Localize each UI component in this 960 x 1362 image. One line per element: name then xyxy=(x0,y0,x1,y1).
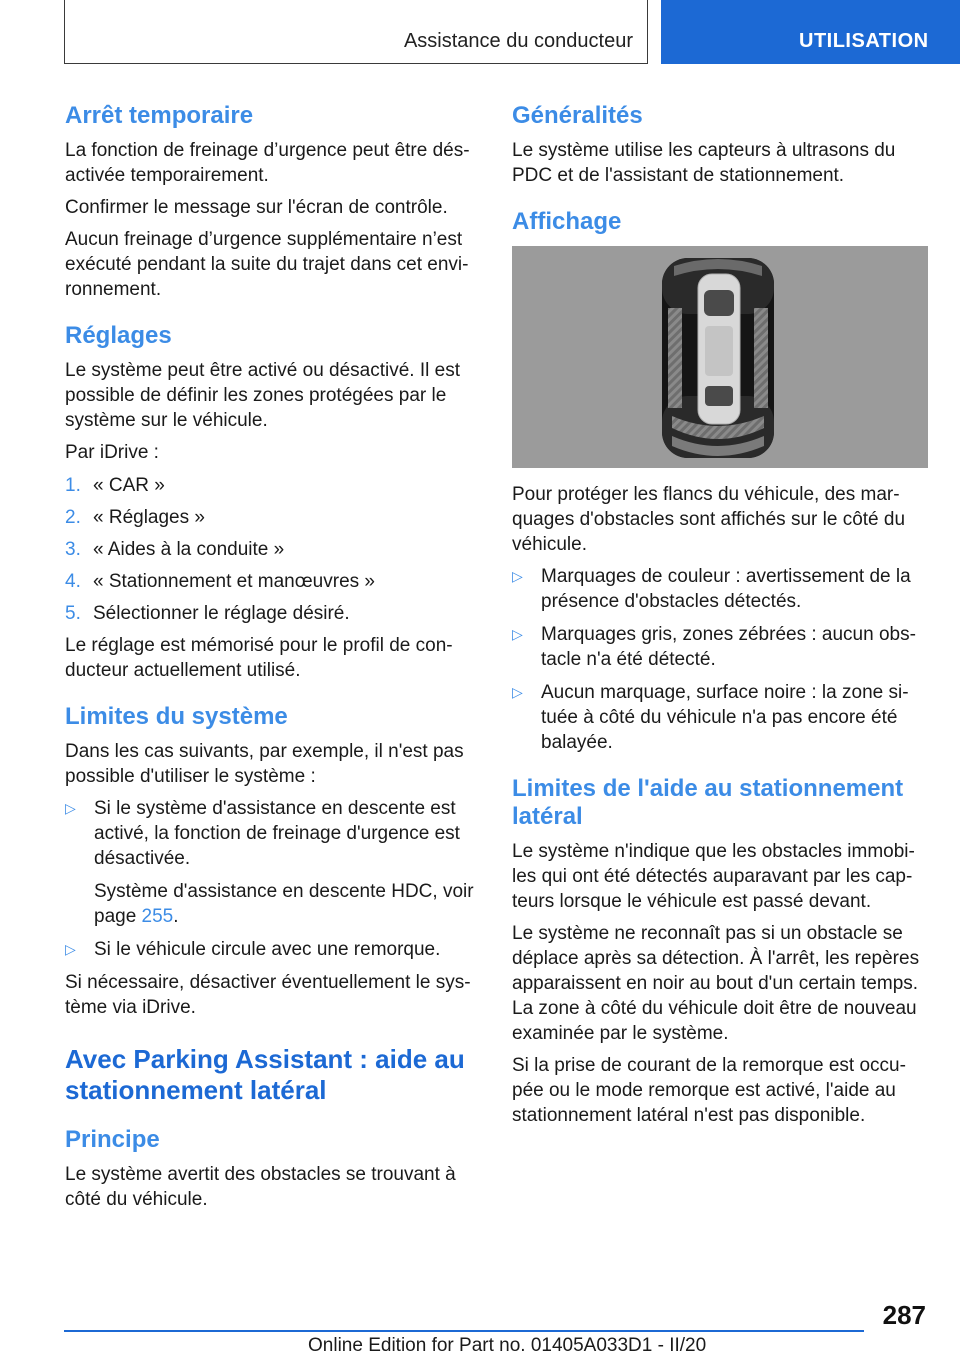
paragraph: Par iDrive : xyxy=(65,442,159,463)
heading-affichage: Affichage xyxy=(512,208,622,235)
triangle-bullet-icon: ▷ xyxy=(512,684,523,700)
paragraph: Le système peut être activé ou désactivé. Il est possible de définir les zones protégées par le système sur le véhicule. xyxy=(65,360,460,431)
step-number: 4. xyxy=(65,571,81,592)
paragraph: Pour protéger les flancs du véhicule, des marquages d'obstacles sont affichés sur le côté du véhicule. xyxy=(512,484,906,555)
triangle-bullet-icon: ▷ xyxy=(65,800,76,816)
page-number: 287 xyxy=(882,1300,926,1330)
step-text: « Stationnement et manœuvres » xyxy=(93,571,375,592)
list-item xyxy=(512,564,926,614)
paragraph: Si nécessaire, désactiver éventuellement le système via iDrive. xyxy=(65,972,471,1018)
list-item xyxy=(512,622,926,672)
list-item xyxy=(65,473,479,498)
parking-display-illustration xyxy=(512,246,928,468)
heading-parking-assistant: Avec Parking Assistant : aide au stationnement latéral xyxy=(65,1044,465,1105)
paragraph: Le système utilise les capteurs à ultrasons du PDC et de l'assistant de stationnement. xyxy=(512,140,896,186)
step-text: « CAR » xyxy=(93,475,165,496)
heading-generalites: Généralités xyxy=(512,102,643,129)
paragraph: La fonction de freinage d’urgence peut être désactivée temporairement. xyxy=(65,140,470,186)
paragraph: Le système ne reconnaît pas si un obstacle se déplace après sa détection. À l'arrêt, les repères apparaissent en noir au bout d'un certain temps. La zone à côté du véhicule doit être de nouveau examinée par le système. xyxy=(512,923,920,1044)
paragraph: Confirmer le message sur l'écran de contrôle. xyxy=(65,197,448,218)
step-text: « Réglages » xyxy=(93,507,205,528)
list-item xyxy=(65,601,479,626)
step-text: Sélectionner le réglage désiré. xyxy=(93,603,350,624)
heading-limites-aide-stationnement: Limites de l'aide au stationnement latéral xyxy=(512,775,904,830)
step-number: 5. xyxy=(65,603,81,624)
heading-limites-systeme: Limites du système xyxy=(65,703,288,730)
step-number: 1. xyxy=(65,475,81,496)
paragraph: Dans les cas suivants, par exemple, il n'est pas possible d'utiliser le système : xyxy=(65,741,464,787)
list-item xyxy=(65,569,479,594)
triangle-bullet-icon: ▷ xyxy=(512,568,523,584)
list-item xyxy=(65,937,479,962)
side-parking-display-image xyxy=(512,246,928,468)
heading-arret-temporaire: Arrêt temporaire xyxy=(65,102,254,129)
paragraph: Le système n'indique que les obstacles immobiles qui ont été détectés auparavant par les capteurs lorsque le véhicule est passé devant. xyxy=(512,841,915,912)
cross-reference xyxy=(94,879,479,929)
list-item xyxy=(512,680,926,755)
left-column xyxy=(65,102,479,1219)
triangle-bullet-icon: ▷ xyxy=(512,626,523,642)
markings-bullet-list xyxy=(512,564,926,755)
header-chapter-tab[interactable] xyxy=(661,0,960,64)
bullet-text: Aucun marquage, surface noire : la zone située à côté du véhicule n'a pas encore été balayée. xyxy=(541,682,909,753)
step-number: 3. xyxy=(65,539,81,560)
cross-reference-end: . xyxy=(173,906,179,927)
triangle-bullet-icon: ▷ xyxy=(65,941,76,957)
header-section-title: Assistance du conducteur xyxy=(403,30,633,52)
header-chapter-label: UTILISATION xyxy=(799,30,929,52)
bullet-text: Marquages gris, zones zébrées : aucun obstacle n'a été détecté. xyxy=(541,624,916,670)
list-item xyxy=(65,537,479,562)
heading-reglages: Réglages xyxy=(65,322,172,349)
paragraph: Le réglage est mémorisé pour le profil de conducteur actuellement utilisé. xyxy=(65,635,453,681)
bullet-text: Si le système d'assistance en descente est activé, la fonction de freinage d'urgence est désactivée. xyxy=(94,798,460,869)
footer-divider xyxy=(64,1330,864,1332)
paragraph: Le système avertit des obstacles se trouvant à côté du véhicule. xyxy=(65,1164,456,1210)
limits-bullet-list xyxy=(65,796,479,962)
step-text: « Aides à la conduite » xyxy=(93,539,285,560)
footer-edition: Online Edition for Part no. 01405A033D1 - II/20 xyxy=(308,1335,707,1356)
paragraph: Si la prise de courant de la remorque est occupée ou le mode remorque est activé, l'aide au stationnement latéral n'est pas disponible. xyxy=(512,1055,906,1126)
bullet-text: Marquages de couleur : avertissement de la présence d'obstacles détectés. xyxy=(541,566,911,612)
list-item xyxy=(65,505,479,530)
heading-principe: Principe xyxy=(65,1126,160,1153)
right-column xyxy=(512,102,926,1135)
page-link-255[interactable]: 255 xyxy=(141,906,174,927)
header-section-box xyxy=(64,0,648,64)
paragraph: Aucun freinage d’urgence supplémentaire n’est exécuté pendant la suite du trajet dans cet environnement. xyxy=(65,229,469,300)
list-item xyxy=(65,796,479,929)
idrive-steps-list xyxy=(65,473,479,626)
bullet-text: Si le véhicule circule avec une remorque. xyxy=(94,939,441,960)
cross-reference-text: Système d'assistance en descente HDC, voir page xyxy=(94,881,474,927)
step-number: 2. xyxy=(65,507,81,528)
